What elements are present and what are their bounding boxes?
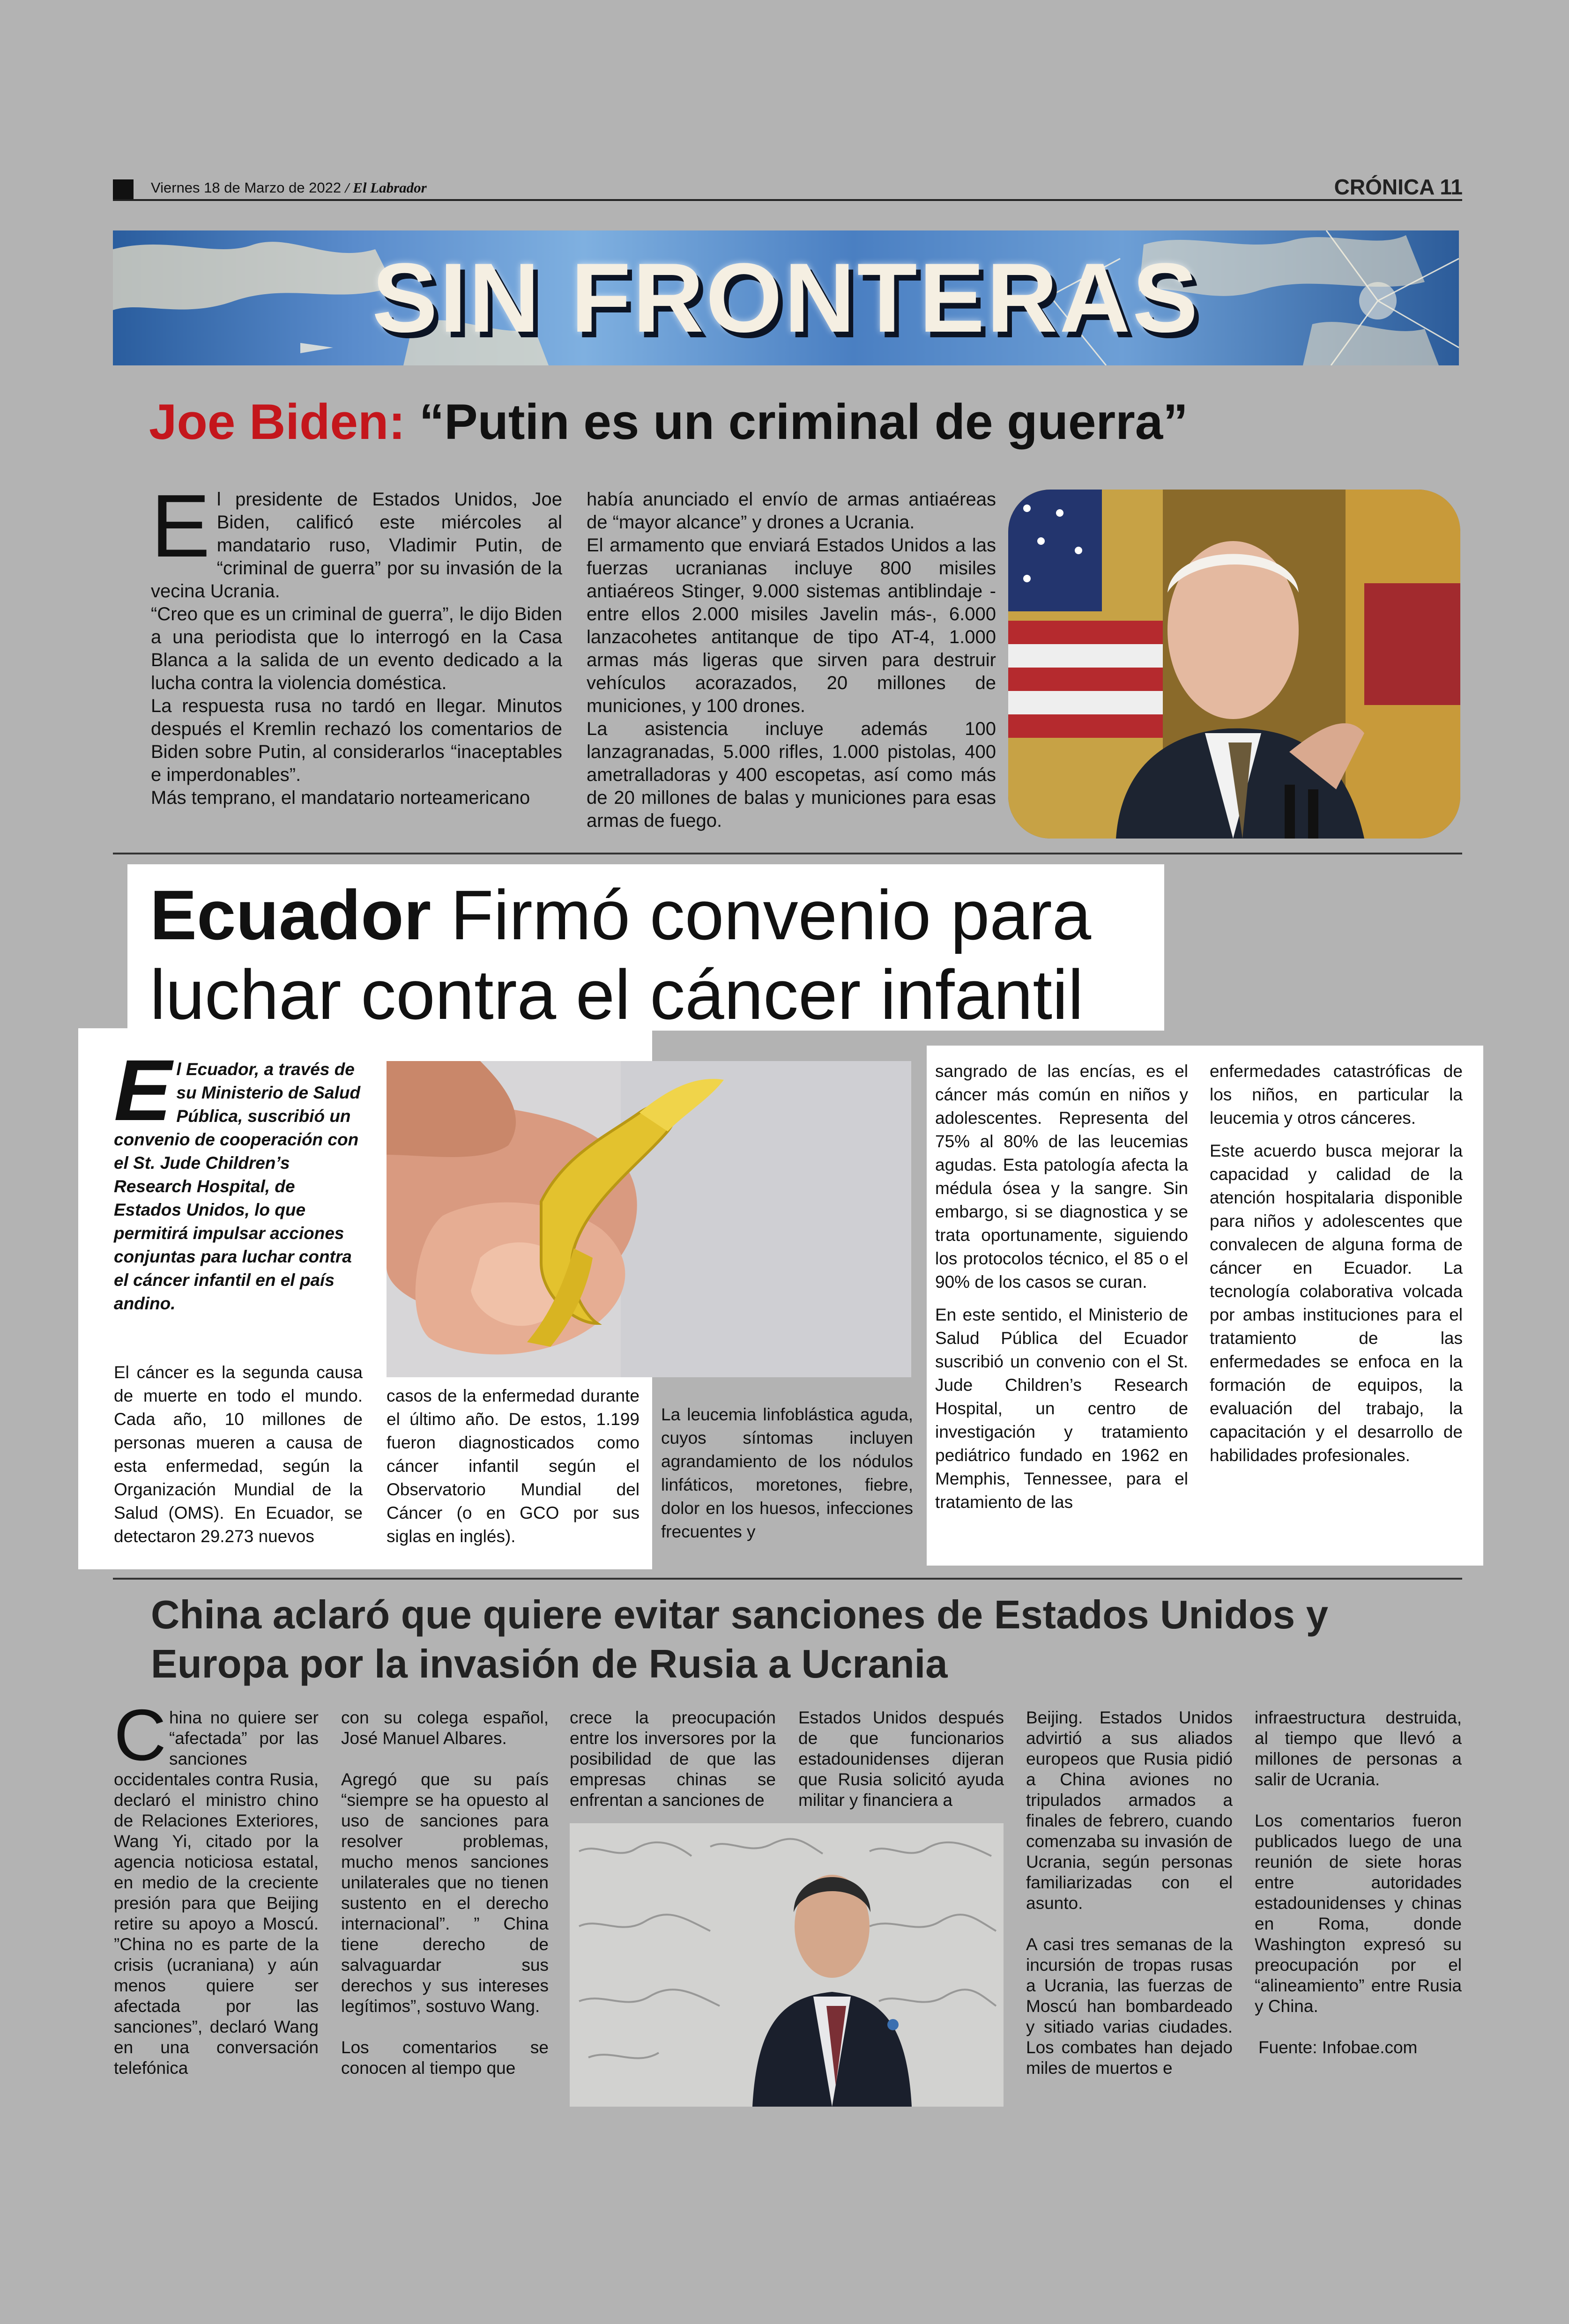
article1-paragraph: l presidente de Estados Unidos, Joe Biden, calificó este miércoles al mandatario ruso, Vladimir Putin, de “criminal de guerra” por su invasión de la vecina Ucrania.: [151, 489, 562, 601]
article3-column-1: [114, 1694, 319, 2079]
header-date-line: [151, 179, 427, 196]
article3-paragraph: hina no quiere ser “afectada” por las sanciones occidentales contra Rusia, declaró el ministro chino de Relaciones Exteriores, Wang Yi, citado por la agencia noticiosa estatal, en medio de la creciente presión para que Beijing retire su apoyo a Moscú. ”China no es parte de la crisis (ucraniana) y aún menos quiere ser afectada por las sanciones”, declaró Wang en una conversación telefónica: [114, 1708, 319, 2078]
article2-column-3: La leucemia linfoblástica aguda, cuyos síntomas incluyen agrandamiento de los nódulos linfáticos, moretones, fiebre, dolor en los huesos, infecciones frecuentes y: [661, 1405, 913, 1541]
article1-paragraph: La respuesta rusa no tardó en llegar. Minutos después el Kremlin rechazó los comentarios de Biden sobre Putin, al considerarlos “inaceptables e imperdonables”.: [151, 696, 562, 785]
article1-paragraph: Más temprano, el mandatario norteamericano: [151, 787, 530, 808]
article2-column-1: El cáncer es la segunda causa de muerte en todo el mundo. Cada año, 10 millones de personas mueren a causa de esta enfermedad, según la Organización Mundial de la Salud (OMS). En Ecuador, se detectaron 29.273 nuevos: [114, 1363, 363, 1546]
article3-column-6: [1255, 1708, 1462, 2058]
article1-headline-speaker: Joe Biden:: [149, 394, 405, 450]
article1-headline-quote: “Putin es un criminal de guerra”: [405, 394, 1188, 450]
article2-paragraph: Este acuerdo busca mejorar la capacidad y calidad de la atención hospitalaria disponible para niños y adolescentes que convalecen de alguna forma de cáncer en Ecuador. La tecnología colaborativa volcada por ambas instituciones para el tratamiento de las enfermedades se enfoca en la formación de equipos, la evaluación del trabajo, la capacitación y el desarrollo de habilidades profesionales.: [1210, 1141, 1463, 1465]
header-date: Viernes 18 de Marzo de 2022: [151, 179, 342, 196]
article1-headline: [149, 393, 1188, 451]
article2-paragraph: En este sentido, el Ministerio de Salud Pública del Ecuador suscribió un convenio con el St. Jude Children’s Research Hospital, un centro de investigación y tratamiento pediátrico fundado en 1962 en Memphis, Tennessee, para el tratamiento de las: [935, 1305, 1188, 1512]
header-rule: [113, 199, 1462, 201]
article-divider: [113, 1578, 1462, 1580]
article3-column-5: [1026, 1708, 1233, 2079]
cancer-ribbon-photo: [387, 1061, 911, 1377]
article1-dropcap: E: [151, 476, 210, 576]
article3-paragraph: Los comentarios fueron publicados luego de una reunión de siete horas entre autoridades estadounidenses y chinas en Roma, donde Washington expresó su preocupación por el “alineamiento” entre Rusia y China.: [1255, 1811, 1462, 2016]
article3-paragraph: Beijing. Estados Unidos advirtió a sus aliados europeos que Rusia pidió a China aviones no tripulados armados a finales de febrero, cuando comenzaba su invasión de Ucrania, según personas familiarizadas con el asunto.: [1026, 1708, 1233, 1913]
article1-column-2: [587, 488, 996, 832]
article2-dropcap: E: [114, 1042, 172, 1139]
article2-headline-bold: Ecuador: [150, 876, 431, 954]
article2-paragraph: enfermedades catastróficas de los niños, en particular la leucemia y otros cánceres.: [1210, 1062, 1463, 1128]
article-divider: [113, 853, 1462, 854]
section-banner: [113, 230, 1459, 365]
article2-headline: [150, 875, 1157, 1034]
article1-paragraph: La asistencia incluye además 100 lanzagranadas, 5.000 rifles, 1.000 pistolas, 400 ametralladoras y 400 escopetas, así como más de 20 millones de balas y municiones para esas armas de fuego.: [587, 719, 996, 831]
header-publication: / El Labrador: [345, 179, 427, 196]
wang-yi-photo: [570, 1823, 1004, 2107]
article2-column-5: [1210, 1060, 1463, 1467]
article1-column-1: [151, 476, 562, 809]
article3-paragraph: Los comentarios se conocen al tiempo que: [341, 2038, 549, 2078]
article3-dropcap: C: [114, 1694, 166, 1775]
article1-paragraph: “Creo que es un criminal de guerra”, le dijo Biden a una periodista que lo interrogó en la Casa Blanca a la salida de un evento dedicado a la lucha contra la violencia doméstica.: [151, 604, 562, 693]
article2-column-2: casos de la enfermedad durante el último año. De estos, 1.199 fueron diagnosticados como cáncer infantil según el Observatorio Mundial del Cáncer (o en GCO por sus siglas en inglés).: [387, 1386, 639, 1546]
article2-lead-text: l Ecuador, a través de su Ministerio de Salud Pública, suscribió un convenio de cooperación con el St. Jude Children’s Research Hospital, de Estados Unidos, lo que permitirá impulsar acciones conjuntas para luchar contra el cáncer infantil en el país andino.: [114, 1060, 361, 1313]
section-page-label: CRÓNICA 11: [1334, 175, 1463, 199]
article1-paragraph: había anunciado el envío de armas antiaéreas de “mayor alcance” y drones a Ucrania.: [587, 489, 996, 533]
header-square-mark: [113, 179, 134, 199]
article2-column-4: [935, 1060, 1188, 1514]
article2-lead: [114, 1042, 363, 1315]
article3-column-3: crece la preocupación entre los inversores por la posibilidad de que las empresas chinas se enfrentan a sanciones de: [570, 1708, 776, 1810]
article2-paragraph: sangrado de las encías, es el cáncer más común en niños y adolescentes. Representa del 75% al 80% de las leucemias agudas. Esta patología afecta la médula ósea y la sangre. Sin embargo, si se diagnostica y se trata oportunamente, siguiendo los protocolos técnico, el 85 o el 90% de los casos se curan.: [935, 1062, 1188, 1292]
article3-paragraph: con su colega español, José Manuel Albares.: [341, 1708, 549, 1748]
banner-title: SIN FRONTERAS: [372, 243, 1200, 353]
article3-paragraph: infraestructura destruida, al tiempo que llevó a millones de personas a salir de Ucrania.: [1255, 1708, 1462, 1789]
article3-column-2: [341, 1708, 549, 2079]
article3-headline: China aclaró que quiere evitar sanciones de Estados Unidos y Europa por la invasión de Rusia a Ucrania: [151, 1593, 1329, 1686]
article3-paragraph: A casi tres semanas de la incursión de tropas rusas a Ucrania, las fuerzas de Moscú han bombardeado y sitiado varias ciudades. Los combates han dejado miles de muertos e: [1026, 1935, 1233, 2078]
article3-column-4: Estados Unidos después de que funcionarios estadounidenses dijeran que Rusia solicitó ayuda militar y financiera a: [798, 1708, 1004, 1810]
article1-paragraph: El armamento que enviará Estados Unidos a las fuerzas ucranianas incluye 800 misiles antiaéreos Stinger, 9.000 sistemas antiblindaje -entre ellos 2.000 misiles Javelin más-, 6.000 lanzacohetes antitanque de tipo AT-4, 1.000 armas más ligeras que sirven para destruir vehículos acorazados, 20 millones de municiones, y 100 drones.: [587, 535, 996, 716]
biden-photo: [1008, 490, 1460, 839]
article2-headline-rest: Firmó convenio para luchar contra el cáncer infantil: [150, 876, 1092, 1034]
article3-source: Fuente: Infobae.com: [1258, 2038, 1418, 2057]
article3-paragraph: Agregó que su país “siempre se ha opuesto al uso de sanciones para resolver problemas, mucho menos sanciones unilaterales que no tienen sustento en el derecho internacional”. ” China tiene derecho de salvaguardar sus derechos y sus intereses legítimos”, sostuvo Wang.: [341, 1770, 549, 2016]
